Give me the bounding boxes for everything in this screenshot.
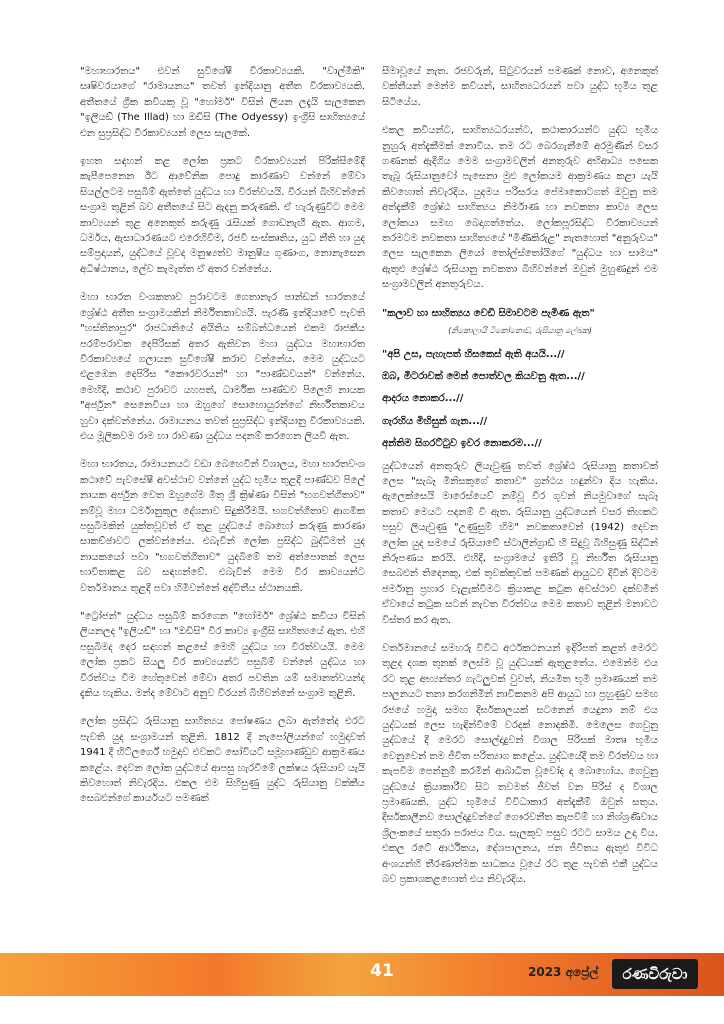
- quote-attribution: (නිකොලායි ටිකෝනොව්, රුසියානු ලේඛක): [448, 326, 592, 336]
- page-footer: [0, 953, 724, 996]
- paragraph: යුද්ධයෙන් අනතුරුව ලියැවුණු තවත් ශ්‍රේෂ්ඨ රුසියානු කතාවක් ලෙස "සැබෑ මිනිසකුගේ කතාව" ග්‍රන්ථය හඳුන්වා දිය හැකිය. ඇලෙක්සෙයි මාරෙස්යෙව් නම්වූ වීර ගුවන් නියමුවාගේ සැබෑ කතාව මෙයට පදනම් වී ඇත. රුසියානු යුද්ධයෙන් වසර තිහකට පසුව ලියැවුණු "උණුසුම් හිම" නවකතාවෙන් (1942) දෙවන ලෝක යුද සමයේ රුසියාවේ ස්ටාලින්ග්‍රාඩ් හි සිදුවූ බිහිසුණු සිද්ධීන් නිරූපණය කරයි. එහිදී, සංග්‍රාමයේ ඉතිරි වූ නිර්භීත රුසියානු සෙබළුන් තිදෙනකු, එක් තුවක්කුවක් පමණක් ආයුධව දිවින් දිවටම ජර්මානු ප්‍රහාර වැළැක්වීමට ක්‍රියාකළ කටුක අවස්ථාව දක්වමින් ඒවායේ කටුක සටන් නැවත විරත්වය මෙම කතාව තුළින් මනාවට විස්තර කර ඇත.: [382, 460, 658, 626]
- paragraph: මහා භාරතය, රාමායනයට වඩා බෙහෙවින් විශාලය, මහා භාරතවංශ කථාවේ පැවසේෂී අවස්ථාව වන්නේ යුද්ධ භූමිය තුළදී පාණ්ඩව පිලේ නායක අර්ජුන වෙත ඔහුගේම මිතු ශ්‍රී ක්‍රිෂ්ණා විසින් "භගවත්ගීතාව" නම්වූ මහා ධර්මානුකූල දේශනාව සිදුකිරීමයි. භගවත්ගීතාව ආගමික පසුබිමකින් යුක්තවූවත් ඒ තුළ යුද්ධයේ බොහෝ කරුණු කාරණා සාකච්ඡාවට ලක්වන්නේය. එබැවින් ලෝක ප්‍රසිද්ධ බුද්ධිමත් යුද නායකයෝ පවා "භගවත්ගීතාව" යුදබිමේ තම අත්පොතක් ලෙස භාවිතාකළ බව සඳහන්වේ. එබැවින් මෙම වීර කාව්‍යයන්ට වර්තමානය තුළදී පවා හිමිවන්නේ අද්විතීය ස්ථානයකි.: [80, 459, 365, 594]
- quote-line: ආදරය නොකර...//: [382, 393, 464, 405]
- page-number: 41: [370, 961, 394, 981]
- paragraph: එකල කවියන්ට, සාහිත්‍යධරයන්ට, කථාකාරයන්ට යුද්ධ භූමිය නුහුරු අත්දැකීමක් නොවීය. තම රට බෙරගැනීමේ අරමුණින් වසර ගණනක් ඇදීගිය මෙම සංග්‍රාමවලින් අනතුරුව අභිආධ්‍ය පසෙක තැබූ රුසියානුවෝ පැසෙනා මුළු ලෝකයම ආක්‍රමණය කළා යැයි කිවහොත් නිවැරදිය. යුදමය පරිසරය පේමාකොටගත් ඔවුනු තම අත්දැකීම් ශ්‍රේෂ්ඨ සාහිත්‍යය නිර්මාණ හා නවකතා කාව්‍ය ලෙස ලෝකයා සමඟ බෙදාගත්තේය. ලෝකපූරසිද්ධ වීරකාව්‍යයන් තරමටම නවකතා සාහිත්‍යයේ "මිණිකිරුළ" නැතහොත් "අනුරුවය" ලෙස සැලකෙන ලියෝ තෝල්ස්තෝයිගේ "යුද්ධය හා සාමය" ඇතුළු ශ්‍රේෂ්ඨ රුසියානු නවකතා බිහිවන්නේ ඔවුන් මුහුණදුන් එම සංග්‍රාමවලින් අනතුරුවය.: [382, 125, 658, 291]
- paragraph: ඉහත සඳහන් කළ ලෝක ප්‍රකට වීරකාව්‍යයන් පිරික්සීමේදී කැපීපෙනෙන ඊට ආවේනික පොදු කාරණාව වන්නේ මේවා සියල්ලටම පසුබිම් ඇත්තේ යුද්ධය හා විරත්වයයි. වීරයන් බිහිවන්නේ සංග්‍රාම තුළින් බව අතීතයේ සිට ඇදනු කරුණකි. ඒ හැරුණුවිට මෙම කාව්‍යයන් තුළ අනෙකුත් කරුණු රැසියක් ගොඩනැඟී ඇත. ආගම, ධර්මය, ඇසාධාරණයට එරෙහිවීම, රජවී සංස්කෘතිය, යුධ නීති හා යුද සම්ප්‍රදායන්, යුද්ධයේ වූවද මනුෂ්‍යත්ව මානුෂීය ගුණාංග, නොනැසෙන අධිෂ්ඨානය, ලේව කැමැත්ත ඒ අතර වන්නේය.: [80, 156, 365, 275]
- quote-title: "කලාව හා සාහිත්‍යය වෙඩි සිමාවටම පැමිණ ඇත": [382, 307, 595, 319]
- quote-line: ඔබ, මීටරාවක් මෙන් පොත්වල කියවනු ඇත...//: [382, 370, 585, 382]
- issue-date: 2023 අප්‍රේල්: [528, 965, 599, 979]
- paragraph: "මහාභාරතය" එවන් සුවිශේෂී වීරකාව්‍යයකි. "වාල්මීකි" සෘෂිවරයාගේ "රාමායනය" තවත් ඉන්දියානු අතීත වීරකාව්‍යයකි. අතීතයේ ග්‍රීක කවියකු වූ "හෝමර්" විසින් ලියන ලදැයි සැලකෙන "ඉලියඩ් (The Illad) හා ඔඩිසි (The Odyessy) ඉංග්‍රීසි සාහිත්‍යයේ එන සුප්‍රසිද්ධ වීරකාව්‍යයන් ලෙස සැලකේ.: [80, 66, 365, 139]
- paragraph: වර්තමානයේ සමහරු විවිධ අර්ථකථනයන් ඉදිරිපත් කළත් මෙරට තුළද දශක තුනක් ලෙස්ම වූ යුද්ධයක් ඇතුළතේය. එමෙන්ම එය රට තුළ අභ්‍යන්තර ගැටලුවක් වුවත්, නියමිත භූමි ප්‍රමාණයක් තම පාලනයට තනා කරගනිමින් නාවිකනම අපි ආයුධ හා ප්‍රහුණුව සමඟ රජයේ හමුදා සමඟ දීර්ඝකාලයක් සටනෙන් යෙදුනා නම් එය යුද්ධයක් ලෙස හැඳින්වීමේ වරදක් නොදකිමි. මෙලෙස ගෙවුනු යුද්ධයේ දී මෙරට සොල්දාදුවන් විශාල පිරිසක් මාතෘ භූමිය වෙනුවෙන් තම ජීවිත පරිත්‍යාග කළේය. යුද්ධයේදී තම වීරත්වය හා කැපවීම පෙන්නුම් කරමින් ආබාධිත වූවෝද ද බොහෝය. ගෙවුනු යුද්ධයේ ක්‍රියාකාරීව සිට තවමත් ජීවත් වන පිරිස් ද විශාල ප්‍රමාණයකි. යුද්ධ භූමියේ විවිධාකාර අත්දැකීම් ඔවුන් සතුය. දීර්ඝකාලීනව සොල්දාදුවන්ගේ ගෞරවනීත කැපවීම් හා නිශ්ශ්‍රණිවාය ශ්‍රිලංකයේ සතුරා පරාජය විය. සැලකුව පසුව රටට සාමය උදා විය. එකල රටේ ආර්ථිකය, දේශපාලනය, ජන ජීවිතය ඇතුළු විවිධ අංශයන්හි තීරණාත්මක සාධකය වූයේ රට තුළ පැවති එකී යුද්ධය බව ප්‍රකාශකළහොත් එය නිවැරදිය.: [382, 643, 659, 886]
- paragraph: ලෝක ප්‍රසිද්ධ රුසියානු සාහිත්‍යය පෝෂණය ලබා ඇත්තේද එරට පැවති යුද සංග්‍රාමයන් තුළිනි. 1812 දී නැපෝලියන්ගේ හමුදාවත් 1941 දී හිට්ලර්ගේ හමුදාව එවකට සෝවියට් සමූහාණ්ඩුව ආක්‍රමණය කළේය. දෙවන ලෝක යුද්ධයේ ආපසු හැරවීමේ ලක්ෂය රුසියාව යැයි කිවහොත් නිවැරදිය. එකල එම සිහිසුණු යුද්ධ රුසියානු වක්කීය සෙබළුන්ගේ කාර්යයට පමණක්: [80, 716, 365, 805]
- right-column: [382, 64, 658, 901]
- quote-line: "අපි උස, පැහැපත් හිසකෙස් ඇති අයයි...//: [382, 348, 565, 360]
- quote-line: ගැරහිය මිහිසුන් ගැන...//: [382, 415, 488, 427]
- poem-quote: [382, 306, 658, 452]
- paragraph: සීමාවූයේ නැත. රජවරුන්, සිටුවරයන් පමණක් නොව, අනෙකුත් වක්තීයන් මෙන්ම කවියන්, සාහිත්‍යධරයන් පවා යුද්ධ භූමිය තුළ සිටියේය.: [382, 66, 658, 108]
- left-column: [80, 64, 365, 820]
- paragraph: "ට්‍රෝජන්" යුද්ධය පසුබිම් කරගෙන "හෝමර්" ශ්‍රේෂ්ඨ කවියා විසින් ලියනලද "ඉලියඩ්" හා "ඔඩිසි" වීර කාව්‍ය ඉංග්‍රීසි සාහිත්‍යයේ ඇත. එහි පසුබිමද දෙර සඳහන් කළසේ මෙහි යුද්ධය හා වීරත්වයයි. මෙම ලෝක ප්‍රකට සියලු වීර කාව්‍යයන්ට පසුබිම් වන්නේ යුද්ධය හා වීරත්වය වීම හේතුවෙන් මේවා අතර පවතින යම් සමානත්වයන්ද දැකිය හැකිය. මන්ද මේවාට අනුව වීරයන් බිහිවන්නේ සංග්‍රාම තුළිනි.: [80, 611, 365, 700]
- quote-line: අන්තිම සිගරට්ටුව ඉවර නොකරම...//: [382, 438, 542, 450]
- magazine-logo: රණවිරුවා: [612, 959, 698, 989]
- paragraph: මහා භාරත වංශකතාව පුරාවටම ගෙතානැර පාන්ඩන් භාරතයේ ශ්‍රේෂ්ඨ අතීත සංග්‍රාමයකින් නිර්මිතකාව්‍යයි. පැරණි ඉන්දියාවේ පැවති "හස්තිනාපුර" රාජධානියේ අයිතිය සම්බන්ධයෙන් එකම රාජකීය පරම්පරාවක දෙපිරිසක් අතර ඇතිවන මහා යුද්ධය මහාභාරත වීරකාව්‍යයේ ගලායන සුවිශේෂී කරාව වන්නේය. මෙම යුද්ධයට එළඹෙන දෙපිරිස "කෞරවරයන්" හා "පාණ්ඩවයන්" වන්නේය. මෙහිදී, කථාව පුරාවට යහපත්, ධාර්මික පාණ්ඩව පිලෙහි නායක "අර්ජුන" සෙනෙවියා හා ඔහුගේ සොහොයුරන්ගේ නිර්භීතකාවය හුවා දක්වන්නේය. රාමායනය තවත් සුප්‍රසිද්ධ ඉන්දියානු වීරකාව්‍යයකි. එය මූලිකවම රාම හා රාවණා යුද්ධය පදනම් කරගෙන ලියවී ඇත.: [80, 292, 365, 442]
